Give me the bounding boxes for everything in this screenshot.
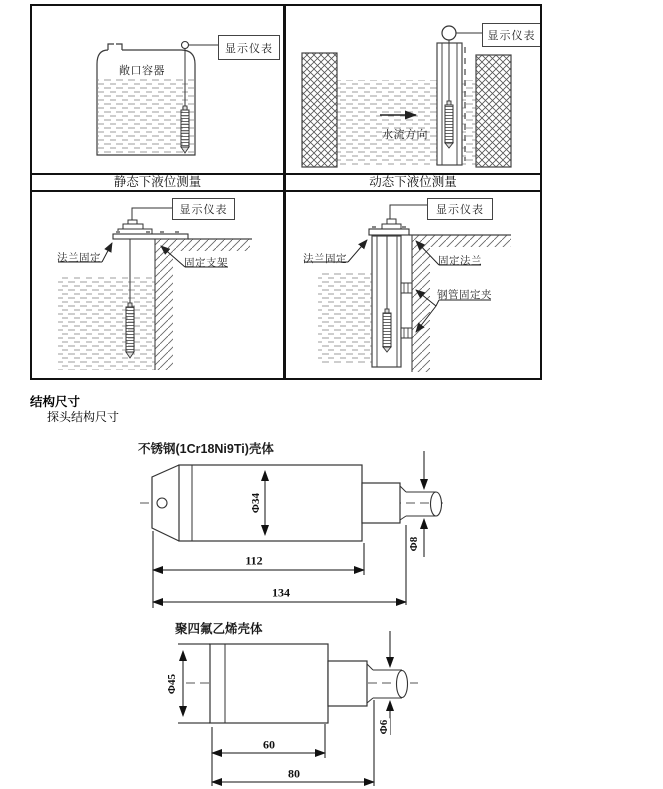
stainless-drawing-linework xyxy=(130,438,470,615)
support-bracket-label: 固定支架 xyxy=(184,257,228,269)
flange-assembly xyxy=(369,205,427,235)
tank xyxy=(97,44,195,155)
dim-cable-diameter: Φ6 xyxy=(378,719,390,735)
bolt xyxy=(175,231,179,234)
bolt xyxy=(372,226,376,229)
flange-fix-label: 法兰固定 xyxy=(57,252,101,264)
pier-right xyxy=(476,55,511,167)
flange-knob xyxy=(128,220,137,224)
static-diagram-linework xyxy=(32,6,283,173)
meter-wire xyxy=(132,208,172,220)
flow-direction-label: 水流方向 xyxy=(382,129,428,141)
leader-flange-arrow xyxy=(348,240,367,262)
flange-knob xyxy=(387,219,396,224)
caption-static: 静态下液位测量 xyxy=(113,175,202,189)
sensor-body xyxy=(383,313,391,347)
pier-left xyxy=(302,53,337,167)
installation-table xyxy=(30,4,542,380)
display-meter-box: 显示仪表 xyxy=(482,23,540,47)
pipe-diagram-linework xyxy=(286,192,540,378)
wall-hatch xyxy=(155,239,173,370)
ptfe-housing-drawing xyxy=(150,615,450,789)
water xyxy=(58,275,155,370)
cable-end-cap xyxy=(397,671,408,698)
ptfe-title: 聚四氟乙烯壳体 xyxy=(175,622,263,636)
sensor-cap xyxy=(128,303,132,307)
display-meter-box: 显示仪表 xyxy=(427,198,493,220)
ground-hatch xyxy=(430,235,511,247)
dim-body-length: 112 xyxy=(245,553,263,568)
dynamic-measurement-diagram xyxy=(286,6,540,173)
sensor-cap xyxy=(183,106,187,110)
dim-body-length: 60 xyxy=(263,737,275,752)
flange-fix-label: 法兰固定 xyxy=(303,253,347,265)
dim-total-length: 80 xyxy=(288,766,300,781)
pipe-clamp-lower xyxy=(401,328,412,338)
open-container-label: 敞口容器 xyxy=(119,65,165,77)
ptfe-drawing-linework xyxy=(150,615,450,789)
flange-step xyxy=(382,224,401,229)
dim-total-length: 134 xyxy=(272,585,290,600)
wall-hatch xyxy=(412,235,430,372)
probe-body xyxy=(210,644,328,723)
steel-pipe xyxy=(372,236,412,367)
bolt xyxy=(116,231,120,234)
flange-plate xyxy=(113,234,188,239)
sensor-body xyxy=(445,105,453,143)
cable-pulley xyxy=(182,42,189,49)
flange-plate xyxy=(369,229,409,235)
hanging-hole xyxy=(157,498,167,508)
dim-body-diameter: Φ45 xyxy=(166,673,178,695)
bolt xyxy=(402,226,406,229)
dim-body-diameter: Φ34 xyxy=(250,492,262,514)
pipe-clamp-upper xyxy=(401,283,412,293)
stainless-title: 不锈钢(1Cr18Ni9Ti)壳体 xyxy=(138,442,274,456)
caption-row xyxy=(32,173,540,192)
dim-cable-diameter: Φ8 xyxy=(408,536,420,552)
tank-mouth xyxy=(108,44,122,50)
water xyxy=(318,272,372,365)
flange-bracket-diagram xyxy=(32,192,283,378)
sensor-cap xyxy=(447,101,451,105)
caption-dynamic: 动态下液位测量 xyxy=(369,175,457,189)
sensor-cap xyxy=(385,309,389,313)
sensor-body xyxy=(126,307,134,352)
flange-pipe-diagram xyxy=(286,192,540,378)
cable-gland xyxy=(362,483,400,523)
flange-step xyxy=(123,224,143,229)
probe-outline xyxy=(210,644,408,723)
stainless-housing-drawing xyxy=(130,438,470,615)
tank-water xyxy=(98,78,194,154)
display-meter-box: 显示仪表 xyxy=(172,198,235,220)
cable-gland xyxy=(328,661,367,706)
leader-flange-arrow xyxy=(102,243,112,262)
probe-outline xyxy=(152,465,442,541)
pipe-clamp-label: 钢管固定夹 xyxy=(437,289,492,301)
bolt xyxy=(160,231,164,234)
cable-end-cap xyxy=(431,492,442,516)
static-measurement-diagram xyxy=(32,6,283,173)
bracket-diagram-linework xyxy=(32,192,283,378)
probe-body xyxy=(179,465,362,541)
ground-hatch xyxy=(173,239,250,251)
meter-wire xyxy=(390,205,427,219)
section-heading: 结构尺寸 xyxy=(30,395,81,409)
cable-pulley xyxy=(442,26,456,40)
fixing-flange-label: 固定法兰 xyxy=(438,255,482,267)
sensor-body xyxy=(181,110,189,147)
section-subheading: 探头结构尺寸 xyxy=(47,410,120,424)
bolt xyxy=(146,231,150,234)
display-meter-box: 显示仪表 xyxy=(218,35,280,60)
